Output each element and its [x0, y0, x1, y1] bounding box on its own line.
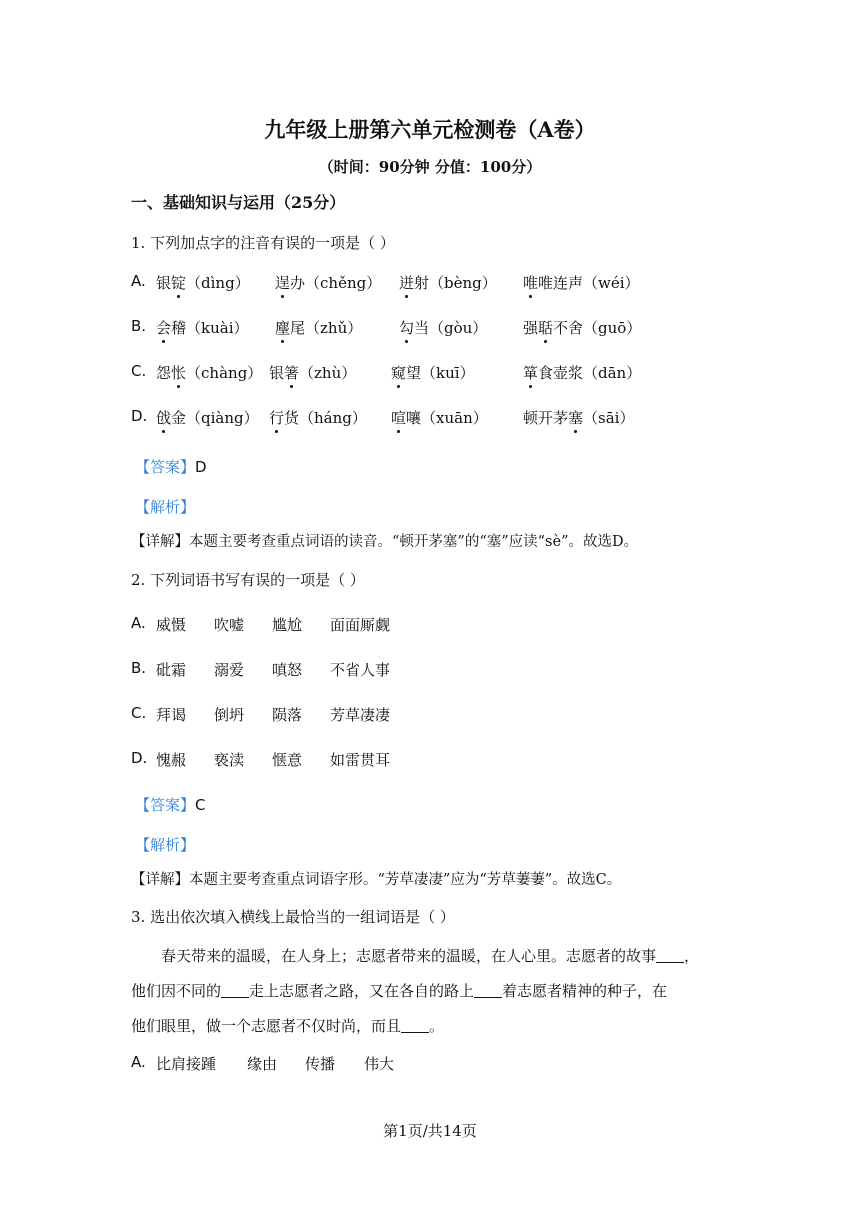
- q3-option-a-word: 传播: [305, 1055, 336, 1073]
- dotted-character: 箪: [523, 364, 539, 382]
- passage-text: 走上志愿者之路，又在各自的路上: [249, 982, 475, 1000]
- question-2-option-letter: D.: [131, 749, 148, 767]
- q1-option-item: [156, 362, 262, 383]
- item-text: （chàng）: [186, 364, 263, 382]
- q1-option-item: [156, 407, 259, 428]
- question-2-option-letter: C.: [131, 704, 147, 722]
- page-number: 第1页/共14页: [383, 1122, 477, 1140]
- fill-blank-3: [474, 983, 502, 998]
- passage-line-3: [131, 1015, 444, 1036]
- q1-option-item: [523, 317, 641, 338]
- dotted-character: 戗: [156, 409, 172, 427]
- passage-text: 着志愿者精神的种子，在: [502, 982, 668, 1000]
- q1-option-item: [523, 272, 640, 293]
- q2-option-word: 溺爱: [214, 661, 245, 679]
- q3-option-a-word: 伟大: [364, 1055, 395, 1073]
- q2-option-word: 拜谒: [156, 706, 187, 724]
- item-text: 尾（zhǔ）: [290, 319, 363, 337]
- answer-label: 【答案】: [135, 796, 196, 814]
- dotted-character: 会: [156, 319, 172, 337]
- dotted-character: 迸: [399, 274, 415, 292]
- dotted-character: 锭: [171, 274, 187, 292]
- section-heading: 一、基础知识与运用（25分）: [131, 193, 346, 212]
- item-text: 货（háng）: [284, 409, 367, 427]
- item-text: 怨: [156, 364, 172, 382]
- passage-text: 。: [429, 1017, 445, 1035]
- item-text: 望（kuī）: [406, 364, 475, 382]
- question-2-stem: 2. 下列词语书写有误的一项是（ ）: [131, 571, 365, 589]
- item-text: 射（bèng）: [414, 274, 497, 292]
- q3-option-a-word: 缘由: [247, 1055, 278, 1073]
- dotted-character: 窥: [391, 364, 407, 382]
- q1-option-item: [275, 317, 362, 338]
- passage-line-1: [161, 945, 699, 966]
- q2-option-word: 愧赧: [156, 751, 187, 769]
- question-3-stem: 3. 选出依次填入横线上最恰当的一组词语是（ ）: [131, 908, 455, 926]
- item-text: 银: [156, 274, 172, 292]
- analysis-1-label: 【解析】: [135, 498, 196, 516]
- question-2-option-letter: A.: [131, 614, 146, 632]
- item-text: （zhù）: [299, 364, 357, 382]
- dotted-character: 怅: [171, 364, 187, 382]
- item-text: 办（chěng）: [290, 274, 382, 292]
- question-1-option-letter: A.: [131, 272, 146, 290]
- q1-option-item: [269, 407, 367, 428]
- exam-info: （时间：90分钟 分值：100分）: [318, 158, 542, 176]
- answer-1: [135, 456, 207, 477]
- q3-option-a-word: 比肩接踵: [156, 1055, 217, 1073]
- fill-blank-4: [401, 1018, 429, 1033]
- detail-2: 【详解】本题主要考查重点词语字形。“芳草凄凄”应为“芳草萋萋”。故选C。: [131, 872, 622, 888]
- q2-option-word: 陨落: [272, 706, 303, 724]
- q2-option-word: 砒霜: [156, 661, 187, 679]
- dotted-character: 喧: [391, 409, 407, 427]
- item-text: 稽（kuài）: [171, 319, 249, 337]
- passage-line-2: [131, 980, 667, 1001]
- answer-value: D: [195, 458, 207, 476]
- dotted-character: 箸: [284, 364, 300, 382]
- item-text: 不舍（guō）: [553, 319, 642, 337]
- fill-blank-2: [221, 983, 249, 998]
- item-text: 强: [523, 319, 539, 337]
- item-text: （dìng）: [186, 274, 250, 292]
- dotted-character: 唯: [523, 274, 539, 292]
- passage-text: ，: [684, 947, 700, 965]
- question-1-option-letter: D.: [131, 407, 148, 425]
- q2-option-word: 尴尬: [272, 616, 303, 634]
- q1-option-item: [156, 272, 250, 293]
- dotted-character: 勾: [399, 319, 415, 337]
- q1-option-item: [156, 317, 249, 338]
- q1-option-item: [399, 272, 497, 293]
- analysis-2-label: 【解析】: [135, 836, 196, 854]
- dotted-character: 聒: [538, 319, 554, 337]
- q2-option-word: 面面厮觑: [330, 616, 391, 634]
- q1-option-item: [269, 362, 356, 383]
- dotted-character: 麈: [275, 319, 291, 337]
- dotted-character: 行: [269, 409, 285, 427]
- q2-option-word: 亵渎: [214, 751, 245, 769]
- answer-2: [135, 794, 206, 815]
- item-text: 唯连声（wéi）: [538, 274, 640, 292]
- passage-text: 他们因不同的: [131, 982, 222, 1000]
- item-text: 顿开茅: [523, 409, 569, 427]
- page-title: 九年级上册第六单元检测卷（A卷）: [264, 117, 596, 142]
- q1-option-item: [523, 407, 634, 428]
- passage-text: 春天带来的温暖，在人身上；志愿者带来的温暖，在人心里。志愿者的故事: [161, 947, 657, 965]
- item-text: 金（qiàng）: [171, 409, 259, 427]
- passage-text: 他们眼里，做一个志愿者不仅时尚，而且: [131, 1017, 402, 1035]
- question-1-option-letter: C.: [131, 362, 147, 380]
- item-text: 当（gòu）: [414, 319, 488, 337]
- q2-option-word: 嗔怒: [272, 661, 303, 679]
- item-text: 嚷（xuān）: [406, 409, 488, 427]
- q2-option-word: 倒坍: [214, 706, 245, 724]
- q2-option-word: 如雷贯耳: [330, 751, 391, 769]
- question-2-option-letter: B.: [131, 659, 147, 677]
- answer-value: C: [195, 796, 206, 814]
- answer-label: 【答案】: [135, 458, 196, 476]
- item-text: 食壶浆（dān）: [538, 364, 642, 382]
- item-text: （sāi）: [583, 409, 635, 427]
- q2-option-word: 不省人事: [330, 661, 391, 679]
- question-3-option-a-letter: A.: [131, 1053, 146, 1071]
- q2-option-word: 惬意: [272, 751, 303, 769]
- q1-option-item: [523, 362, 641, 383]
- q1-option-item: [391, 362, 475, 383]
- dotted-character: 逞: [275, 274, 291, 292]
- fill-blank-1: [656, 948, 684, 963]
- q2-option-word: 芳草凄凄: [330, 706, 391, 724]
- question-1-stem: 1. 下列加点字的注音有误的一项是（ ）: [131, 234, 395, 252]
- q1-option-item: [275, 272, 381, 293]
- question-1-option-letter: B.: [131, 317, 147, 335]
- q2-option-word: 威慑: [156, 616, 187, 634]
- dotted-character: 塞: [568, 409, 584, 427]
- detail-1: 【详解】本题主要考查重点词语的读音。“顿开茅塞”的“塞”应读“sè”。故选D。: [131, 534, 639, 550]
- q1-option-item: [399, 317, 487, 338]
- item-text: 银: [269, 364, 285, 382]
- q1-option-item: [391, 407, 488, 428]
- q2-option-word: 吹嘘: [214, 616, 245, 634]
